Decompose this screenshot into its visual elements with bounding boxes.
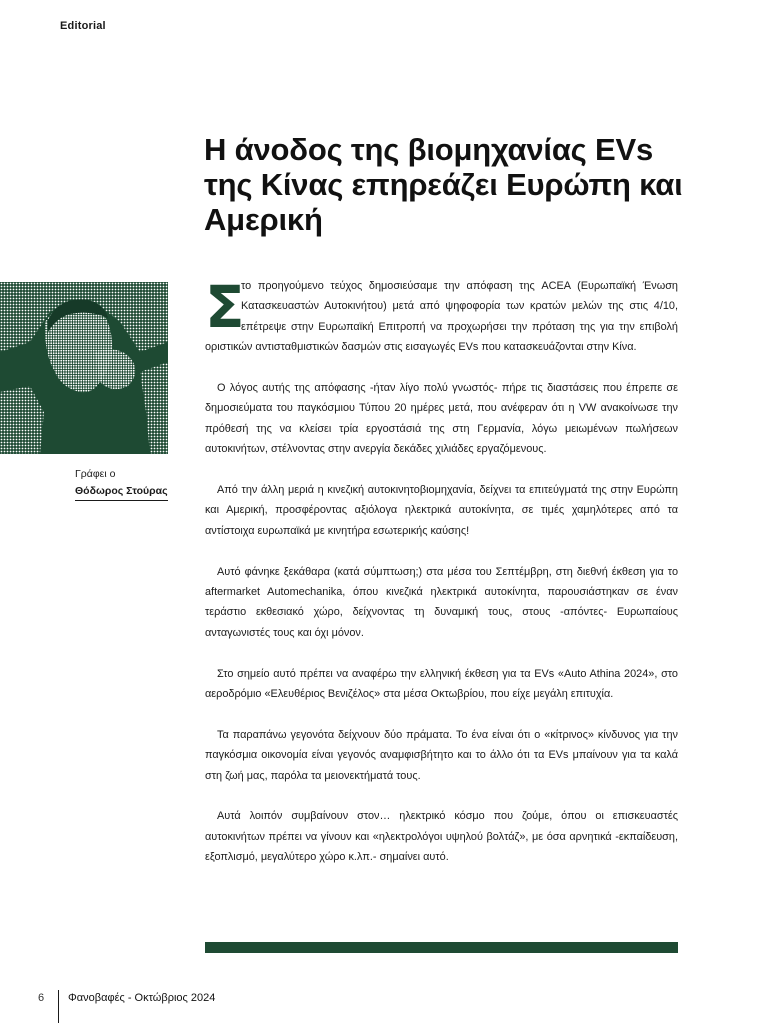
byline-underline	[75, 500, 168, 501]
author-photo	[0, 282, 168, 454]
article-paragraph: Σ το προηγούμενο τεύχος δημοσιεύσαμε την απόφαση της ACEA (Ευρωπαϊκή Ένωση Κατασκευαστών Αυτοκινήτου) μετά από ψηφοφορία των κρατών μελών της στις 4/10, επέτρεψε στην Ευρωπαϊκή Επιτροπή να προχωρήσει την πρόταση της για την επιβολή οριστικών αντισταθμιστικών δασμών στις εισαγωγές EVs που κατασκευάζονται στην Κίνα.	[205, 273, 678, 354]
article-title: Η άνοδος της βιομηχανίας EVs της Κίνας επηρεάζει Ευρώπη και Αμερική	[204, 132, 683, 237]
byline-prefix: Γράφει ο	[75, 468, 116, 480]
article-paragraph: Τα παραπάνω γεγονότα δείχνουν δύο πράματα. Το ένα είναι ότι ο «κίτρινος» κίνδυνος για την παγκόσμια οικονομία είναι γεγονός αναμφισβήτητο και το άλλο ότι τα EVs μπαίνουν για τα καλά στη ζωή μας, παρόλα τα μειονεκτήματά τους.	[205, 728, 678, 782]
footer-publication: Φανοβαφές - Οκτώβριος 2024	[68, 992, 216, 1004]
article-paragraph: Στο σημείο αυτό πρέπει να αναφέρω την ελληνική έκθεση για τα EVs «Auto Athina 2024», στο αεροδρόμιο «Ελευθέριος Βενιζέλος» στα μέσα Οκτωβρίου, που είχε μεγάλη επιτυχία.	[205, 667, 678, 701]
byline-author: Θόδωρος Στούρας	[75, 485, 168, 497]
author-photo-halftone	[0, 282, 168, 454]
page-number: 6	[38, 992, 45, 1004]
article-paragraph: Από την άλλη μεριά η κινεζική αυτοκινητοβιομηχανία, δείχνει τα επιτεύγματά της στην Ευρώπη και Αμερική, προσφέροντας αξιόλογα ηλεκτρικά αυτοκίνητα, σε τιμές χαμηλότερες από τα αντίστοιχα ευρωπαϊκά με κινητήρα εσωτερικής καύσης!	[205, 484, 678, 537]
article-paragraph: Ο λόγος αυτής της απόφασης -ήταν λίγο πολύ γνωστός- πήρε τις διαστάσεις που έπρεπε σε δημοσιεύματα του παγκόσμιου Τύπου 20 ημέρες μετά, που ανέφεραν ότι η VW ανακοίνωσε την πρόθεσή της να κλείσει τρία εργοστάσιά της στη Γερμανία, λόγω μειωμένων πωλήσεων αυτοκινήτων, στέλνοντας στην ανεργία δεκάδες χιλιάδες εργαζόμενους.	[205, 382, 678, 456]
byline	[75, 466, 168, 500]
section-label: Editorial	[60, 20, 106, 32]
article-paragraph: Αυτά λοιπόν συμβαίνουν στον… ηλεκτρικό κόσμο που ζούμε, όπου οι επισκευαστές αυτοκινήτων πρέπει να γίνουν και «ηλεκτρολόγοι υψηλού βολτάζ», με όσα αρνητικά -εκπαίδευση, εξοπλισμό, μεγαλύτερο χώρο κ.λπ.- σημαίνει αυτό.	[205, 810, 678, 864]
footer-divider	[58, 990, 59, 1023]
drop-cap: Σ	[205, 273, 245, 341]
article-end-bar	[205, 942, 678, 953]
article-paragraph: Αυτό φάνηκε ξεκάθαρα (κατά σύμπτωση;) στα μέσα του Σεπτέμβρη, στη διεθνή έκθεση για το aftermarket Automechanika, όπου κινεζικά ηλεκτρικά αυτοκίνητα, παρουσιάστηκαν σε έναν τεράστιο εκθεσιακό χώρο, δείχνοντας τη δυναμική τους, στους -απόντες- Ευρωπαίους ανταγωνιστές τους και όχι μόνον.	[205, 565, 678, 639]
article-body	[205, 273, 678, 888]
